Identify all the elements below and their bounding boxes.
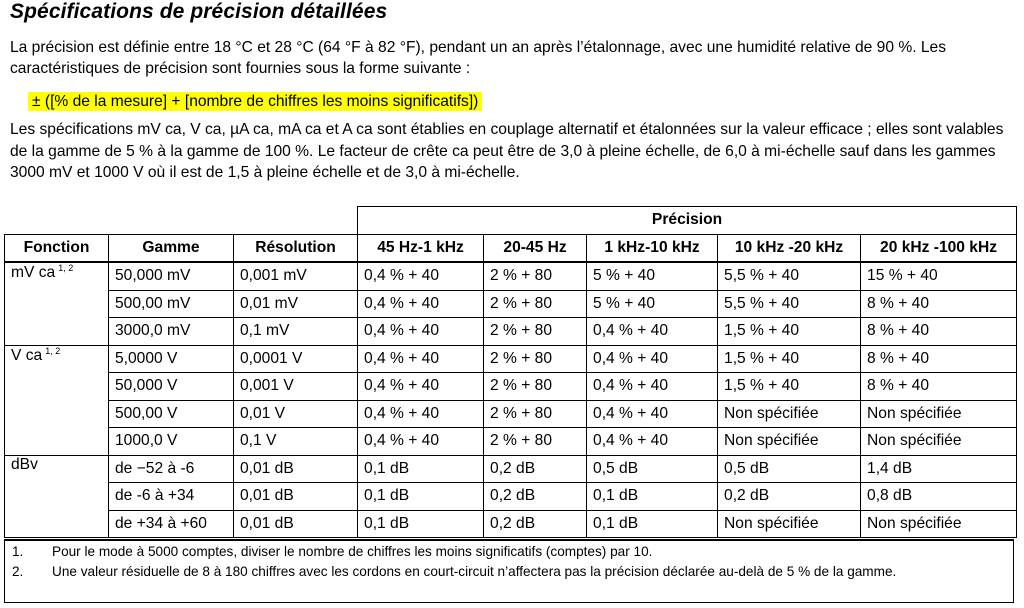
formula-line — [28, 92, 482, 112]
table-cell: Non spécifiée — [718, 510, 861, 538]
column-header: 20 kHz -100 kHz — [861, 234, 1017, 262]
table-cell: 0,4 % + 40 — [358, 428, 484, 456]
footnote-number: 1. — [12, 544, 24, 559]
table-cell: 0,01 V — [234, 400, 358, 428]
table-cell: 5,0000 V — [109, 345, 234, 373]
table-cell: 1000,0 V — [109, 428, 234, 456]
table-cell: 0,8 dB — [861, 483, 1017, 511]
table-cell: 2 % + 80 — [484, 400, 587, 428]
table-cell: de −52 à -6 — [109, 455, 234, 483]
function-cell — [5, 455, 109, 483]
column-header: 1 kHz-10 kHz — [587, 234, 718, 262]
function-cell — [5, 373, 109, 401]
table-row — [5, 510, 1017, 538]
spec-paragraph: Les spécifications mV ca, V ca, µA ca, mA ca et A ca sont établies en couplage alternatif et étalonnées sur la valeur efficace ; elles sont valables de la gamme de 5 % à la gamme de 100 %. Le facteur de crête ca peut être de 3,0 à pleine échelle, de 6,0 à mi-échelle sauf dans les gammes 3000 mV et 1000 V où il est de 1,5 à pleine échelle et de 3,0 à mi-échelle. — [10, 121, 1004, 181]
precision-group-header: Précision — [358, 207, 1017, 235]
table-cell: 0,001 V — [234, 373, 358, 401]
table-cell: 0,2 dB — [484, 510, 587, 538]
function-label: V ca — [11, 346, 43, 364]
table-row — [5, 290, 1017, 318]
table-cell: 15 % + 40 — [861, 262, 1017, 290]
table-cell: 0,1 dB — [358, 510, 484, 538]
table-cell: 0,001 mV — [234, 262, 358, 290]
table-cell: 0,2 dB — [484, 455, 587, 483]
table-cell: 0,4 % + 40 — [358, 345, 484, 373]
table-cell: 0,4 % + 40 — [358, 400, 484, 428]
table-cell: 0,4 % + 40 — [587, 428, 718, 456]
table-cell: 0,4 % + 40 — [587, 345, 718, 373]
table-cell: de -6 à +34 — [109, 483, 234, 511]
table-cell: 2 % + 80 — [484, 345, 587, 373]
function-cell — [5, 428, 109, 456]
table-cell: 8 % + 40 — [861, 290, 1017, 318]
table-cell: 0,2 dB — [484, 483, 587, 511]
table-cell: 1,5 % + 40 — [718, 373, 861, 401]
function-cell — [5, 400, 109, 428]
table-cell: 0,4 % + 40 — [358, 262, 484, 290]
table-cell: Non spécifiée — [861, 428, 1017, 456]
table-cell: 0,4 % + 40 — [358, 373, 484, 401]
function-cell — [5, 318, 109, 346]
table-cell: 8 % + 40 — [861, 345, 1017, 373]
accuracy-table — [4, 206, 1017, 538]
table-cell: 0,01 dB — [234, 455, 358, 483]
footnote-text: Une valeur résiduelle de 8 à 180 chiffres avec les cordons en court-circuit n’affectera pas la précision déclarée au-delà de 5 % de la gamme. — [52, 564, 897, 579]
table-cell: 5,5 % + 40 — [718, 290, 861, 318]
table-cell: 2 % + 80 — [484, 262, 587, 290]
table-cell: 0,4 % + 40 — [358, 290, 484, 318]
table-cell: 0,4 % + 40 — [587, 373, 718, 401]
table-cell: 8 % + 40 — [861, 373, 1017, 401]
table-cell: 3000,0 mV — [109, 318, 234, 346]
table-cell: 2 % + 80 — [484, 428, 587, 456]
table-cell: 0,1 dB — [358, 483, 484, 511]
table-cell: 5 % + 40 — [587, 262, 718, 290]
table-cell: 0,0001 V — [234, 345, 358, 373]
table-cell: 50,000 V — [109, 373, 234, 401]
table-cell: 50,000 mV — [109, 262, 234, 290]
accuracy-formula-highlight: ± ([% de la mesure] + [nombre de chiffres les moins significatifs]) — [28, 92, 482, 111]
function-cell — [5, 290, 109, 318]
table-cell: 1,5 % + 40 — [718, 318, 861, 346]
column-header: 45 Hz-1 kHz — [358, 234, 484, 262]
header-spacer — [5, 207, 358, 235]
table-row — [5, 373, 1017, 401]
column-header: Fonction — [5, 234, 109, 262]
table-cell: Non spécifiée — [718, 400, 861, 428]
table-cell: 0,1 dB — [587, 483, 718, 511]
footnote-item — [5, 563, 1013, 580]
footnote-ref: 1, 2 — [45, 345, 61, 356]
table-row — [5, 318, 1017, 346]
table-cell: 500,00 mV — [109, 290, 234, 318]
table-cell: 0,4 % + 40 — [587, 400, 718, 428]
footnote-text: Pour le mode à 5000 comptes, diviser le nombre de chiffres les moins significatifs (comptes) par 10. — [52, 544, 653, 559]
table-cell: 0,5 dB — [718, 455, 861, 483]
page-title: Spécifications de précision détaillées — [10, 0, 388, 23]
column-header: Résolution — [234, 234, 358, 262]
function-cell — [5, 262, 109, 290]
footnote-number: 2. — [12, 564, 24, 579]
table-cell: Non spécifiée — [861, 510, 1017, 538]
function-cell — [5, 510, 109, 538]
table-cell: 0,1 dB — [587, 510, 718, 538]
table-cell: 1,4 dB — [861, 455, 1017, 483]
table-cell: 0,1 V — [234, 428, 358, 456]
table-cell: Non spécifiée — [861, 400, 1017, 428]
table-cell: 0,01 dB — [234, 510, 358, 538]
table-cell: Non spécifiée — [718, 428, 861, 456]
intro-paragraph: La précision est définie entre 18 °C et 28 °C (64 °F à 82 °F), pendant un an après l’étalonnage, avec une humidité relative de 90 %. Les caractéristiques de précision sont fournies sous la forme suivante : — [10, 39, 947, 77]
table-cell: 0,5 dB — [587, 455, 718, 483]
table-cell: 0,4 % + 40 — [358, 318, 484, 346]
table-cell: 2 % + 80 — [484, 373, 587, 401]
table-row — [5, 262, 1017, 290]
footnotes — [4, 539, 1014, 603]
table-cell: 0,01 mV — [234, 290, 358, 318]
table-cell: 8 % + 40 — [861, 318, 1017, 346]
column-header: 20-45 Hz — [484, 234, 587, 262]
table-cell: 500,00 V — [109, 400, 234, 428]
table-cell: 2 % + 80 — [484, 318, 587, 346]
footnote-item — [5, 543, 1013, 560]
function-label: dBv — [11, 455, 38, 473]
table-cell: 0,1 mV — [234, 318, 358, 346]
table-cell: 5,5 % + 40 — [718, 262, 861, 290]
table-cell: 0,01 dB — [234, 483, 358, 511]
table-row — [5, 345, 1017, 373]
column-header: 10 kHz -20 kHz — [718, 234, 861, 262]
table-cell: 0,2 dB — [718, 483, 861, 511]
column-header: Gamme — [109, 234, 234, 262]
function-cell — [5, 345, 109, 373]
function-cell — [5, 483, 109, 511]
table-cell: 5 % + 40 — [587, 290, 718, 318]
table-cell: 2 % + 80 — [484, 290, 587, 318]
table-row — [5, 400, 1017, 428]
table-cell: de +34 à +60 — [109, 510, 234, 538]
footnote-ref: 1, 2 — [58, 263, 74, 273]
table-cell: 0,4 % + 40 — [587, 318, 718, 346]
table-cell: 0,1 dB — [358, 455, 484, 483]
table-row — [5, 455, 1017, 483]
table-row — [5, 483, 1017, 511]
table-row — [5, 428, 1017, 456]
table-cell: 1,5 % + 40 — [718, 345, 861, 373]
function-label: mV ca — [11, 264, 56, 281]
